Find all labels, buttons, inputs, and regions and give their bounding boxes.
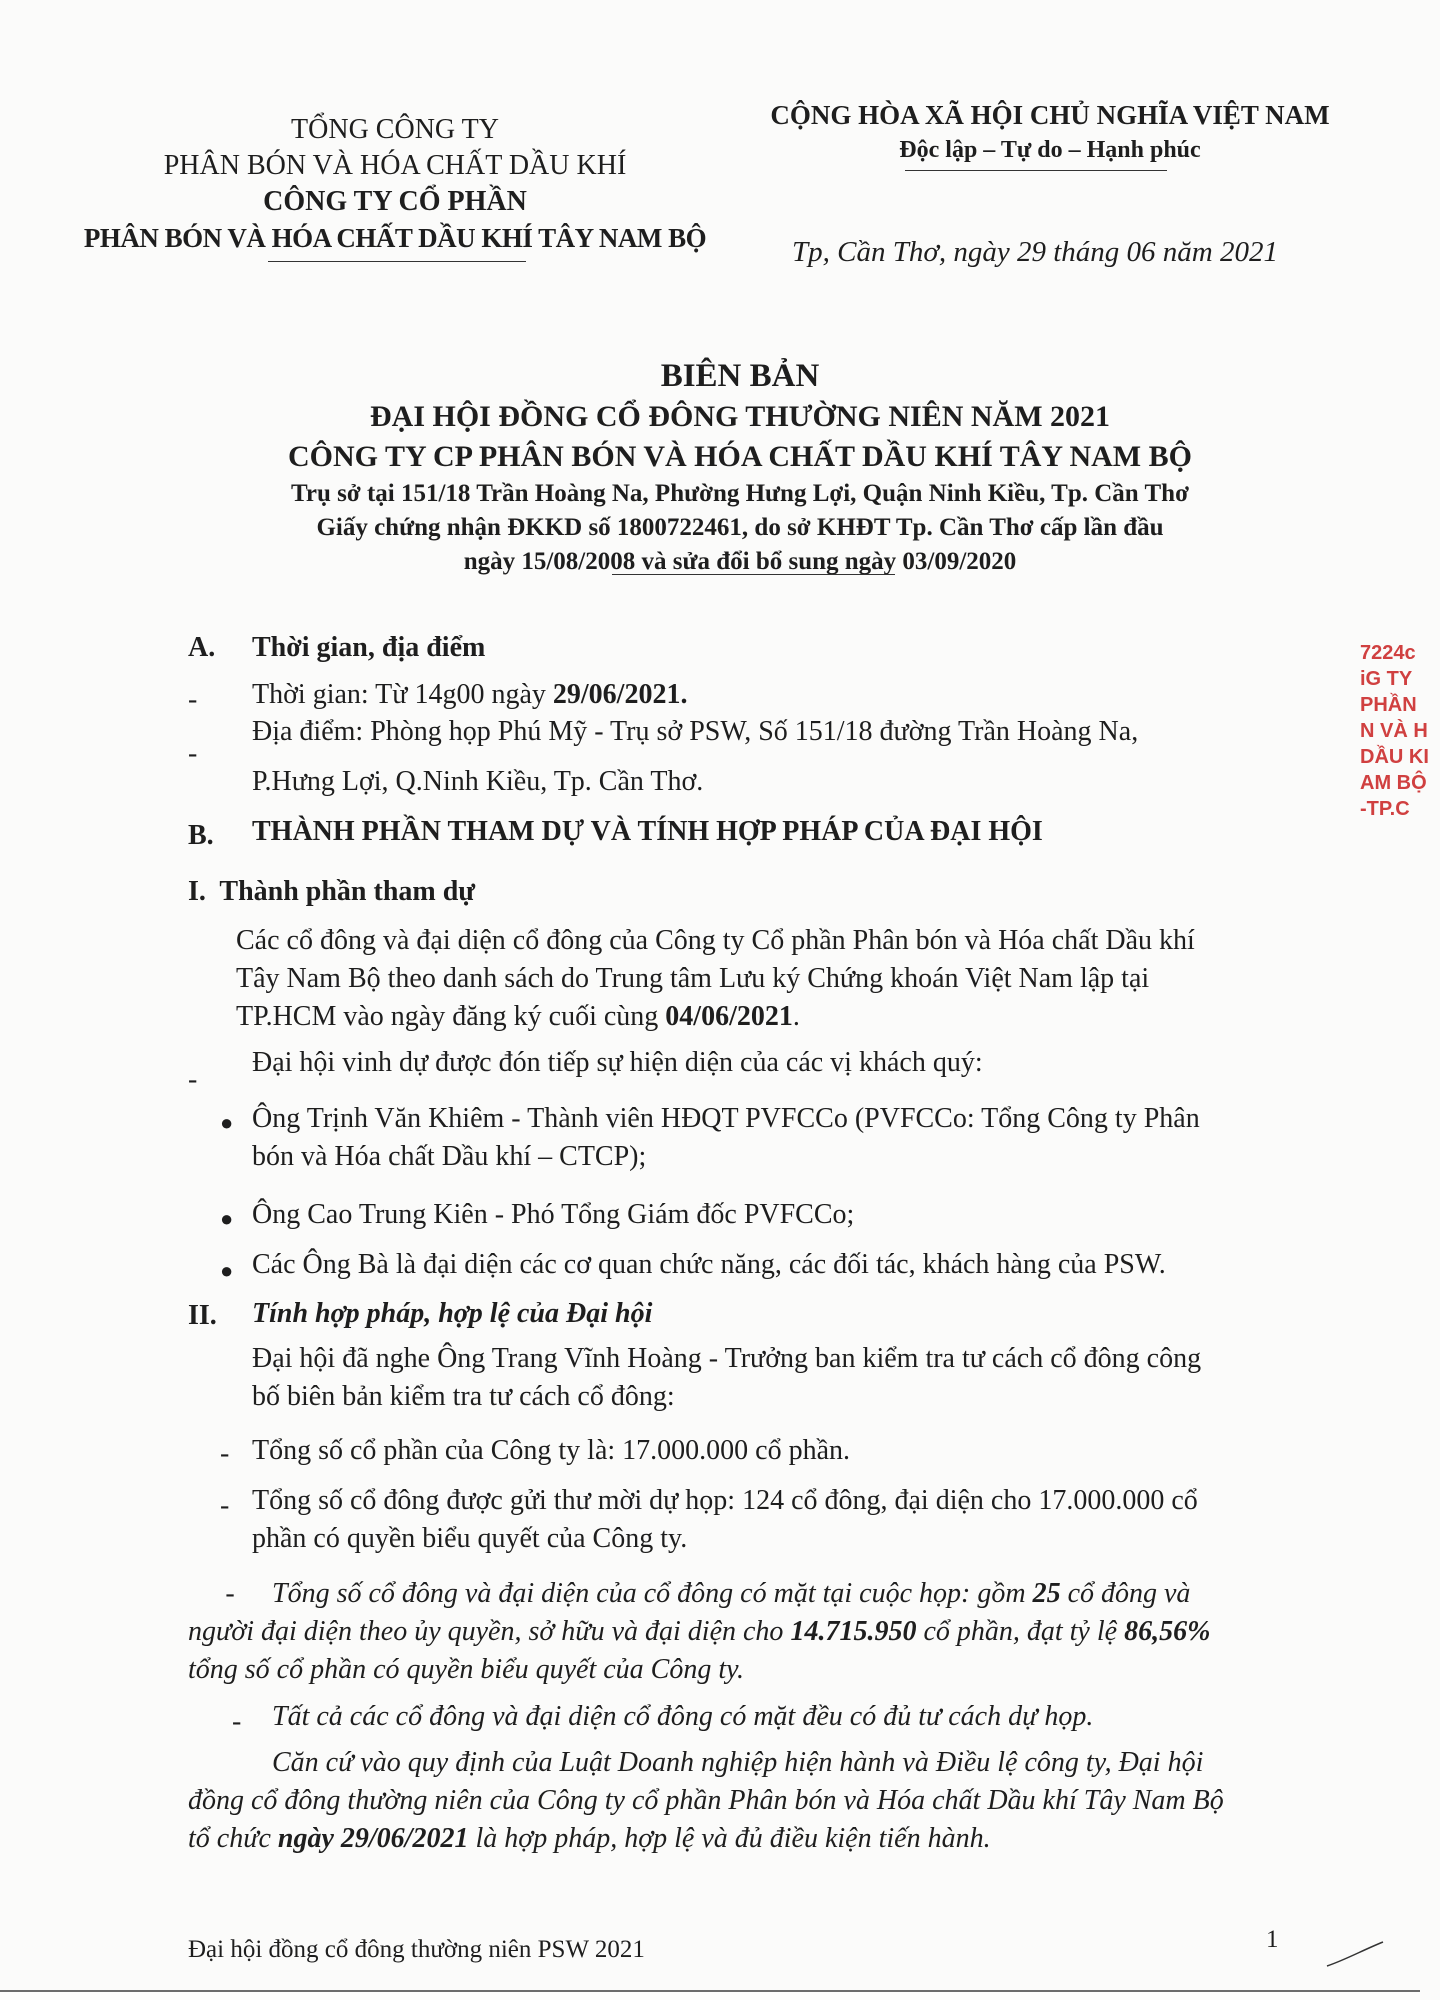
title-registration: Giấy chứng nhận ĐKKD số 1800722461, do sở KHĐT Tp. Cần Thơ cấp lần đầu (316, 514, 1164, 541)
date-line: Tp, Cần Thơ, ngày 29 tháng 06 năm 2021 (792, 236, 1278, 268)
dash-bullet: - (232, 1706, 242, 1737)
motto-underline (905, 170, 1167, 171)
time-line (252, 676, 687, 714)
dash-bullet: - (220, 1490, 230, 1521)
part-1-para-line-1: Các cổ đông và đại diện cổ đông của Công ty Cổ phần Phân bón và Hóa chất Dầu khí (236, 925, 1195, 956)
section-b-label: B. (188, 820, 214, 851)
seal-line: AM BỘ (1360, 772, 1427, 794)
guest-1-line-1: Ông Trịnh Văn Khiêm - Thành viên HĐQT PVFCCo (PVFCCo: Tổng Công ty Phân (252, 1103, 1200, 1134)
attending-shares: 14.715.950 (790, 1616, 917, 1647)
dash-bullet: - (188, 684, 198, 715)
scan-edge (0, 1990, 1420, 1992)
eligibility-statement: Tất cả các cổ đông và đại diện cổ đông có mặt đều có đủ tư cách dự họp. (272, 1701, 1094, 1732)
time-prefix: Thời gian: Từ 14g00 ngày (252, 679, 553, 710)
company-type: CÔNG TY CỔ PHẦN (263, 186, 527, 217)
document-title (180, 355, 1300, 579)
bullet-dot: ● (220, 1110, 234, 1135)
part-1-heading: I. Thành phần tham dự (188, 876, 476, 907)
conclusion-line-2: đồng cổ đông thường niên của Công ty cổ phần Phân bón và Hóa chất Dầu khí Tây Nam Bộ (188, 1785, 1224, 1816)
guest-3: Các Ông Bà là đại diện các cơ quan chức năng, các đối tác, khách hàng của PSW. (252, 1249, 1166, 1280)
meeting-date: ngày 29/06/2021 (277, 1823, 469, 1854)
title-underline (612, 574, 895, 575)
dash-bullet: - (220, 1438, 230, 1469)
part-1-para-line-2: Tây Nam Bộ theo danh sách do Trung tâm Lưu ký Chứng khoán Việt Nam lập tại (236, 963, 1150, 994)
part-2-para-line-1: Đại hội đã nghe Ông Trang Vĩnh Hoàng - Trưởng ban kiểm tra tư cách cổ đông công (252, 1343, 1202, 1374)
attendance-paragraph (188, 1575, 1310, 1689)
guest-2: Ông Cao Trung Kiên - Phó Tổng Giám đốc PVFCCo; (252, 1199, 855, 1230)
page-number: 1 (1266, 1926, 1279, 1953)
seal-line: PHẦN (1360, 694, 1417, 716)
conclusion-line-1: Căn cứ vào quy định của Luật Doanh nghiệp hiện hành và Điều lệ công ty, Đại hội (272, 1747, 1204, 1778)
dash-bullet: - (225, 1578, 235, 1609)
title-line-2: ĐẠI HỘI ĐỒNG CỔ ĐÔNG THƯỜNG NIÊN NĂM 2021 (369, 400, 1111, 433)
place-line-2: P.Hưng Lợi, Q.Ninh Kiều, Tp. Cần Thơ. (252, 766, 704, 797)
attending-count: 25 (1032, 1578, 1061, 1609)
part-2-heading: Tính hợp pháp, hợp lệ của Đại hội (252, 1298, 653, 1329)
part-2-para-line-2: bố biên bản kiểm tra tư cách cổ đông: (252, 1381, 675, 1412)
title-line-1: BIÊN BẢN (660, 358, 820, 394)
footer-text: Đại hội đồng cổ đông thường niên PSW 2021 (188, 1936, 645, 1963)
part-1-para (236, 922, 1311, 1036)
attendance-line-3: tổng số cổ phần có quyền biểu quyết của Công ty. (188, 1654, 744, 1685)
time-date: 29/06/2021. (552, 679, 688, 710)
guest-1 (252, 1100, 1200, 1176)
part-2-label: II. (188, 1300, 217, 1331)
conclusion-line-3: tổ chức ngày 29/06/2021 là hợp pháp, hợp lệ và đủ điều kiện tiến hành. (188, 1823, 991, 1854)
seal-line: N VÀ H (1360, 720, 1428, 742)
seal-line: iG TY (1360, 668, 1413, 690)
conclusion-paragraph (188, 1744, 1310, 1858)
dash-bullet: - (188, 1064, 198, 1095)
company-name: PHÂN BÓN VÀ HÓA CHẤT DẦU KHÍ TÂY NAM BỘ (83, 223, 707, 253)
attendance-line-1: - Tổng số cổ đông và đại diện của cổ đông có mặt tại cuộc họp: gồm 25 cổ đông và (188, 1575, 1310, 1613)
national-motto-block (740, 96, 1360, 166)
company-seal (1360, 640, 1440, 900)
attendance-line-2: người đại diện theo ủy quyền, sở hữu và đại diện cho 14.715.950 cổ phần, đạt tỷ lệ 86,56% (188, 1616, 1211, 1647)
bullet-dot: ● (220, 1258, 234, 1283)
seal-line: 7224c (1360, 642, 1416, 664)
parent-company-line: TỔNG CÔNG TY (291, 114, 499, 145)
seal-line: DẦU KI (1360, 746, 1429, 768)
motto: Độc lập – Tự do – Hạnh phúc (899, 137, 1201, 163)
attendance-ratio: 86,56% (1124, 1616, 1211, 1647)
total-shares: Tổng số cổ phần của Công ty là: 17.000.000 cổ phần. (252, 1435, 851, 1466)
title-address: Trụ sở tại 151/18 Trần Hoàng Na, Phường Hưng Lợi, Quận Ninh Kiều, Tp. Cần Thơ (291, 480, 1189, 507)
bullet-dot: ● (220, 1206, 234, 1231)
seal-line: -TP.C (1360, 798, 1410, 820)
invited-shareholders (252, 1482, 1198, 1558)
parent-company-name: PHÂN BÓN VÀ HÓA CHẤT DẦU KHÍ (163, 150, 627, 181)
company-underline (268, 261, 526, 262)
dash-bullet: - (188, 738, 198, 769)
title-line-3: CÔNG TY CP PHÂN BÓN VÀ HÓA CHẤT DẦU KHÍ TÂY NAM BỘ (288, 440, 1192, 473)
section-a-heading: Thời gian, địa điểm (252, 632, 486, 663)
part-2-para (252, 1340, 1201, 1416)
title-registration-date: ngày 15/08/2008 và sửa đổi bổ sung ngày 03/09/2020 (463, 548, 1017, 575)
guests-intro: Đại hội vinh dự được đón tiếp sự hiện diện của các vị khách quý: (252, 1047, 983, 1078)
section-a-label: A. (188, 632, 216, 663)
country-name: CỘNG HÒA XÃ HỘI CHỦ NGHĨA VIỆT NAM (770, 100, 1330, 130)
section-b-heading: THÀNH PHẦN THAM DỰ VÀ TÍNH HỢP PHÁP CỦA ĐẠI HỘI (252, 816, 1043, 847)
guest-1-line-2: bón và Hóa chất Dầu khí – CTCP); (252, 1141, 647, 1172)
invited-line-2: phần có quyền biểu quyết của Công ty. (252, 1523, 688, 1554)
place-line-1: Địa điểm: Phòng họp Phú Mỹ - Trụ sở PSW, Số 151/18 đường Trần Hoàng Na, (252, 716, 1139, 747)
signature-mark-icon (1325, 1940, 1385, 1970)
issuer-block (70, 112, 720, 256)
record-date: 04/06/2021 (665, 1001, 793, 1032)
invited-line-1: Tổng số cổ đông được gửi thư mời dự họp: 124 cổ đông, đại diện cho 17.000.000 cổ (252, 1485, 1198, 1516)
part-1-para-line-3: TP.HCM vào ngày đăng ký cuối cùng 04/06/2021. (236, 1001, 800, 1032)
